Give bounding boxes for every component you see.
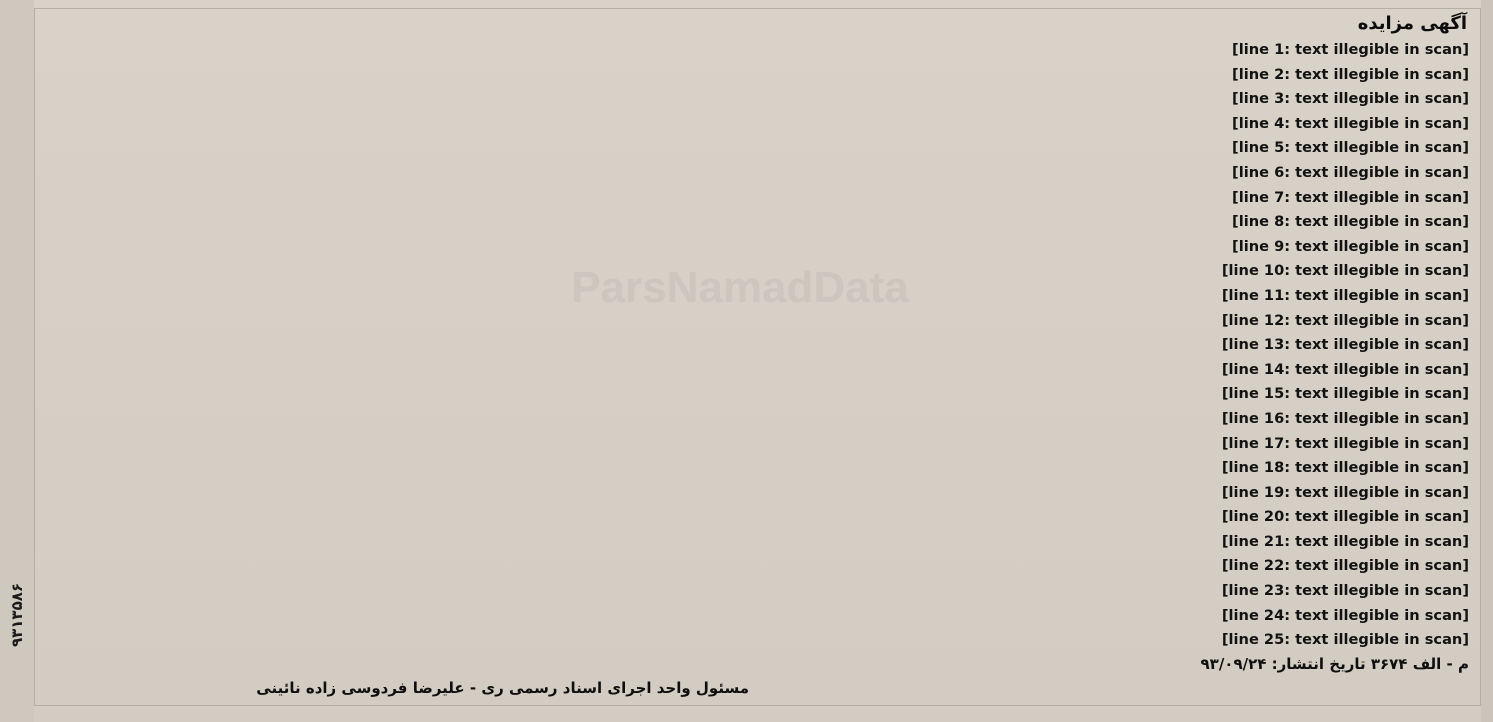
notice-footer: [49, 652, 1469, 700]
notice-line: [line 14: text illegible in scan]: [1221, 360, 1469, 378]
notice-line: [line 5: text illegible in scan]: [1232, 139, 1469, 157]
reference-number-text: ۹۳۱۳۵۸۶: [8, 582, 26, 648]
notice-line: [line 20: text illegible in scan]: [1221, 508, 1469, 526]
notice-line: [line 19: text illegible in scan]: [1221, 483, 1469, 501]
publication-reference: م - الف ۳۶۷۴ تاریخ انتشار: ۹۳/۰۹/۲۴: [1200, 655, 1469, 673]
notice-line: [line 17: text illegible in scan]: [1221, 434, 1469, 452]
notice-title: آگهی مزایده: [1357, 13, 1467, 34]
notice-line: [line 9: text illegible in scan]: [1232, 237, 1469, 255]
notice-line: [line 15: text illegible in scan]: [1221, 385, 1469, 403]
notice-line: [line 25: text illegible in scan]: [1221, 631, 1469, 649]
notice-line: [line 21: text illegible in scan]: [1221, 532, 1469, 550]
notice-line: [line 8: text illegible in scan]: [1232, 213, 1469, 231]
notice-line: [line 3: text illegible in scan]: [1232, 90, 1469, 108]
notice-line: [line 6: text illegible in scan]: [1232, 163, 1469, 181]
notice-line: [line 7: text illegible in scan]: [1232, 188, 1469, 206]
notice-line: [line 10: text illegible in scan]: [1221, 262, 1469, 280]
notice-line: [line 12: text illegible in scan]: [1221, 311, 1469, 329]
notice-line: [line 16: text illegible in scan]: [1221, 409, 1469, 427]
notice-line: [line 23: text illegible in scan]: [1221, 582, 1469, 600]
notice-line: [line 1: text illegible in scan]: [1232, 41, 1469, 58]
vertical-reference-number: [2, 530, 32, 700]
notice-line: [line 13: text illegible in scan]: [1221, 336, 1469, 354]
notice-line: [line 2: text illegible in scan]: [1232, 65, 1469, 83]
responsible-officer: مسئول واحد اجرای اسناد رسمی ری - علیرضا فردوسی زاده نائینی: [256, 679, 749, 697]
notice-line: [line 18: text illegible in scan]: [1221, 459, 1469, 477]
auction-notice: [49, 12, 1469, 702]
notice-line: [line 22: text illegible in scan]: [1221, 557, 1469, 575]
right-margin: [1481, 0, 1493, 722]
notice-body: [49, 38, 1469, 653]
watermark-text: ParsNamadData: [571, 263, 909, 312]
notice-line: [line 24: text illegible in scan]: [1221, 606, 1469, 624]
notice-line: [line 4: text illegible in scan]: [1232, 114, 1469, 132]
notice-line: [line 11: text illegible in scan]: [1221, 286, 1469, 304]
